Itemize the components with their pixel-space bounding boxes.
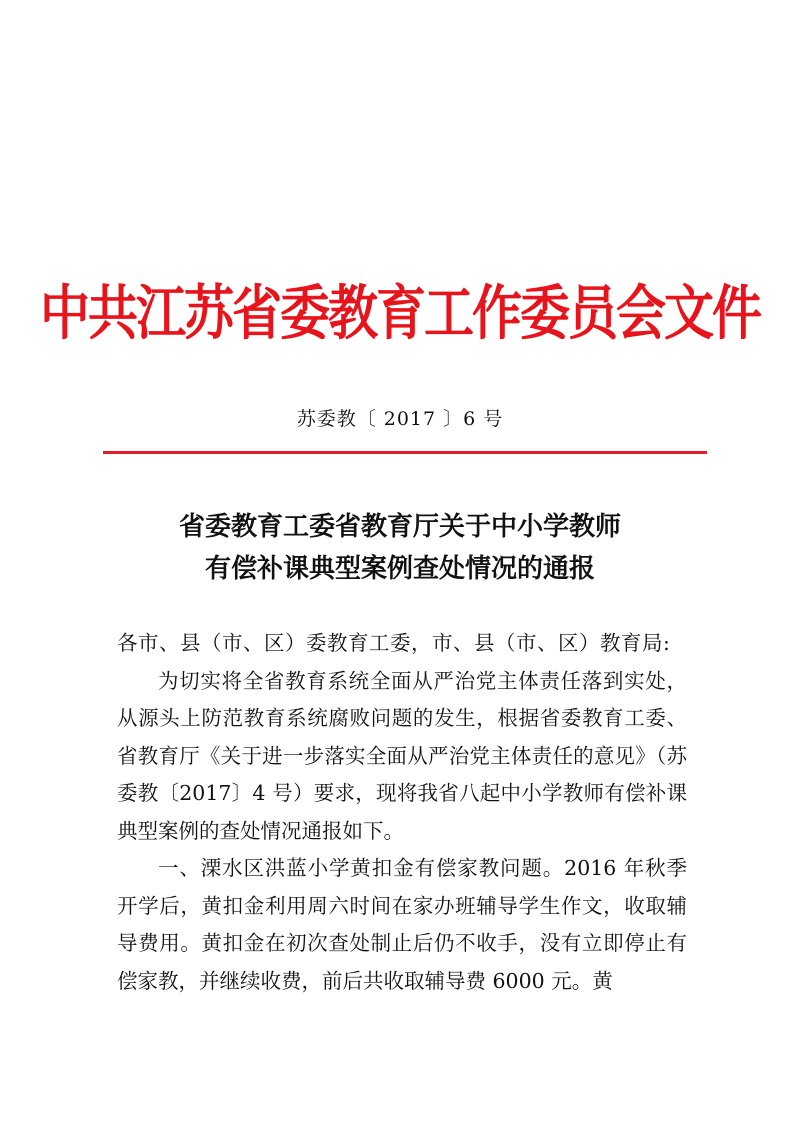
notice-title-line-1: 省委教育工委省教育厅关于中小学教师	[178, 512, 621, 542]
body-paragraph-case-1: 一、溧水区洪蓝小学黄扣金有偿家教问题。2016 年秋季开学后，黄扣金利用周六时间在家办班辅导学生作文，收取辅导费用。黄扣金在初次查处制止后仍不收手，没有立即停止有偿家教，并继续收费，前后共收取辅导费 6000 元。黄	[117, 856, 687, 993]
body-paragraph-intro: 为切实将全省教育系统全面从严治党主体责任落到实处，从源头上防范教育系统腐败问题的发生，根据省委教育工委、省教育厅《关于进一步落实全面从严治党主体责任的意见》（苏委教〔2017〕4 号）要求，现将我省八起中小学教师有偿补课典型案例的查处情况通报如下。	[117, 668, 687, 843]
notice-title	[0, 506, 800, 590]
addressee-line: 各市、县（市、区）委教育工委，市、县（市、区）教育局:	[117, 631, 671, 655]
notice-title-line-2: 有偿补课典型案例查处情况的通报	[204, 554, 595, 584]
red-divider-rule	[103, 451, 707, 454]
document-number: 苏委教〔 2017 〕6 号	[296, 408, 504, 430]
document-body	[117, 625, 687, 1000]
document-header-title: 中共江苏省委教育工作委员会文件	[40, 279, 760, 348]
